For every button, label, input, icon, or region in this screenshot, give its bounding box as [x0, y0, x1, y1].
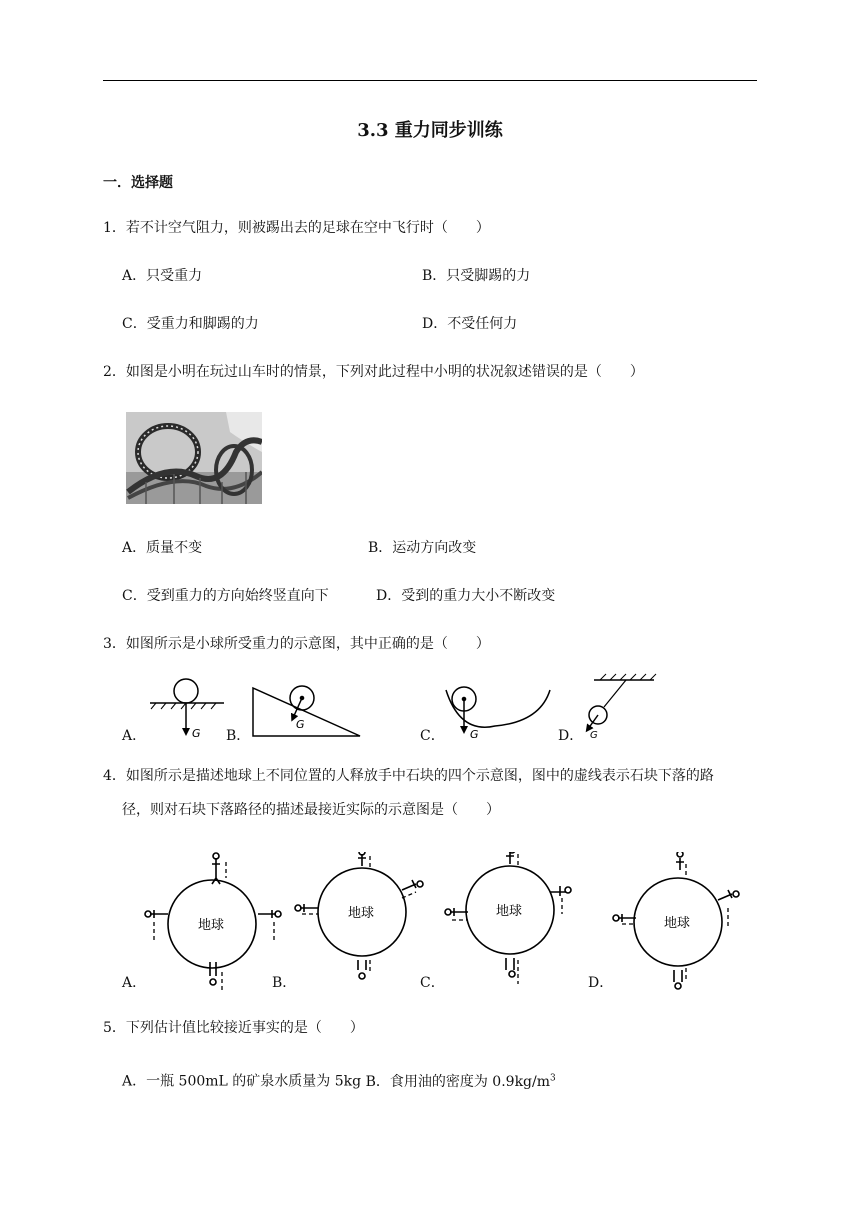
q2-option-c: C．受到重力的方向始终竖直向下 [122, 588, 329, 604]
diagram-d [588, 674, 656, 729]
diagram-c [446, 687, 550, 730]
q2-option-d: D．受到的重力大小不断改变 [376, 588, 556, 604]
q4-label-d: D． [588, 975, 614, 991]
q1-option-c: C．受重力和脚踢的力 [122, 316, 259, 332]
q1-option-d: D．不受任何力 [422, 316, 518, 332]
q1-stem: 1．若不计空气阻力，则被踢出去的足球在空中飞行时（ ） [103, 220, 490, 236]
earth-label-c: 地球 [496, 904, 523, 919]
q5-option-b-superscript: 3 [550, 1073, 556, 1083]
earth-diagrams [140, 852, 740, 992]
force-label-b: G [296, 718, 305, 731]
q1-option-b: B．只受脚踢的力 [422, 268, 531, 284]
q3-label-d: D． [558, 728, 584, 744]
q3-stem: 3．如图所示是小球所受重力的示意图，其中正确的是（ ） [103, 636, 490, 652]
q5-stem: 5．下列估计值比较接近事实的是（ ） [103, 1020, 364, 1036]
q5-option-b: B．食用油的密度为 $0.9kg/m^3$ [365, 1073, 556, 1090]
q2-stem: 2．如图是小明在玩过山车时的情景，下列对此过程中小明的状况叙述错误的是（ ） [103, 364, 644, 380]
force-label-a: G [192, 727, 201, 740]
q3-label-b: B． [226, 728, 251, 744]
q4-stem-line1: 4．如图所示是描述地球上不同位置的人释放手中石块的四个示意图，图中的虚线表示石块下落的路 [103, 768, 714, 784]
earth-label-d: 地球 [664, 916, 691, 931]
q1-option-a: A．只受重力 [122, 268, 203, 284]
diagram-a [150, 679, 224, 732]
diagram-b [253, 686, 360, 736]
q4-label-b: B． [272, 975, 297, 991]
gravity-diagrams [100, 672, 680, 746]
roller-coaster-photo [126, 412, 262, 504]
q4-stem-line2: 径，则对石块下落路径的描述最接近实际的示意图是（ ） [122, 802, 500, 818]
q3-label-c: C． [420, 728, 445, 744]
q4-label-c: C． [420, 975, 445, 991]
header-rule [103, 80, 757, 81]
q5-options [122, 1068, 556, 1092]
q3-label-a: A． [122, 728, 147, 744]
earth-label-b: 地球 [348, 906, 375, 921]
section-heading: 一．选择题 [103, 175, 173, 191]
q2-option-b: B．运动方向改变 [368, 540, 477, 556]
q2-option-a: A．质量不变 [122, 540, 203, 556]
q4-label-a: A． [122, 975, 147, 991]
force-label-d: G [590, 730, 598, 741]
page-title: 3.3 重力同步训练 [357, 120, 503, 141]
q5-option-a: A．一瓶 500mL 的矿泉水质量为 5kg [122, 1073, 362, 1090]
force-label-c: G [470, 728, 479, 741]
earth-label-a: 地球 [198, 918, 225, 933]
